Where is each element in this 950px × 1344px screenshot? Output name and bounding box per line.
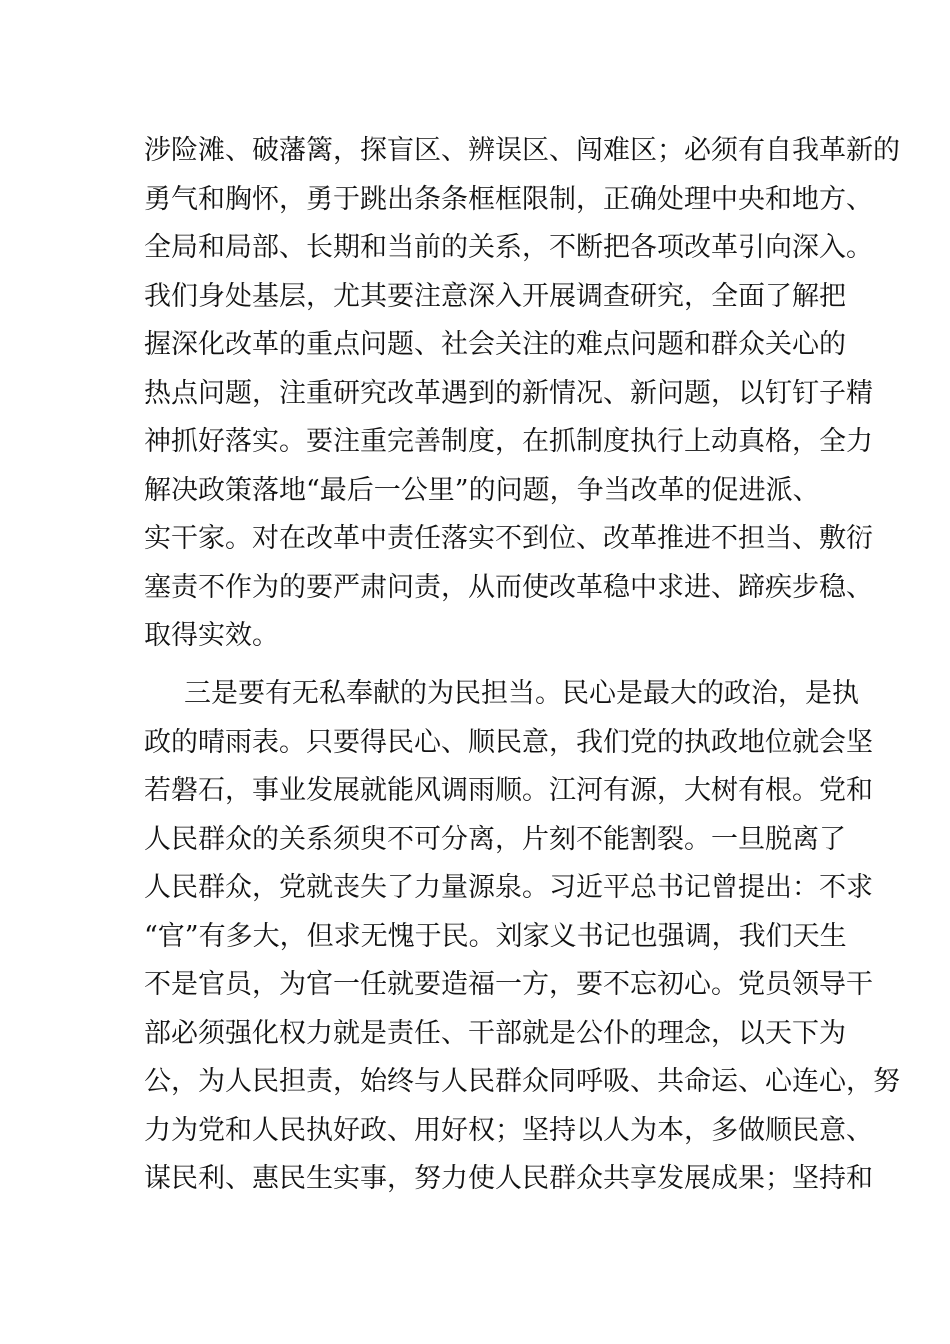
text-line: 三是要有无私奉献的为民担当。民心是最大的政治，是执 <box>184 678 859 709</box>
text-line: 全局和局部、长期和当前的关系，不断把各项改革引向深入。 <box>144 232 873 263</box>
text-line: 勇气和胸怀，勇于跳出条条框框限制，正确处理中央和地方、 <box>144 183 873 215</box>
text-line: 解决政策落地“最后一公里”的问题，争当改革的促进派、 <box>144 474 820 506</box>
text-line: 不是官员，为官一任就要造福一方，要不忘初心。党员领导干 <box>144 969 873 1000</box>
text-line: 我们身处基层，尤其要注意深入开展调查研究，全面了解把 <box>144 280 846 312</box>
text-line: 人民群众的关系须臾不可分离，片刻不能割裂。一旦脱离了 <box>144 823 846 855</box>
text-line: 热点问题，注重研究改革遇到的新情况、新问题，以钉钉子精 <box>144 377 873 409</box>
text-line: 涉险滩、破藩篱，探盲区、辨误区、闯难区；必须有自我革新的 <box>144 135 900 166</box>
text-line: “官”有多大，但求无愧于民。刘家义书记也强调，我们天生 <box>144 920 847 952</box>
text-line: 谋民利、惠民生实事，努力使人民群众共享发展成果；坚持和 <box>144 1163 873 1194</box>
text-line: 政的晴雨表。只要得民心、顺民意，我们党的执政地位就会坚 <box>144 726 873 758</box>
text-line: 实干家。对在改革中责任落实不到位、改革推进不担当、敷衍 <box>144 523 873 554</box>
text-line: 塞责不作为的要严肃问责，从而使改革稳中求进、蹄疾步稳、 <box>144 571 873 603</box>
paragraph-people <box>144 670 900 1204</box>
text-line: 力为党和人民执好政、用好权；坚持以人为本，多做顺民意、 <box>144 1114 873 1146</box>
text-line: 公，为人民担责，始终与人民群众同呼吸、共命运、心连心，努 <box>144 1066 900 1097</box>
paragraph-reform <box>144 127 900 661</box>
text-line: 人民群众，党就丧失了力量源泉。习近平总书记曾提出：不求 <box>144 872 873 903</box>
text-line: 若磐石，事业发展就能风调雨顺。江河有源，大树有根。党和 <box>144 775 873 806</box>
text-line: 握深化改革的重点问题、社会关注的难点问题和群众关心的 <box>144 329 846 360</box>
text-line: 部必须强化权力就是责任、干部就是公仆的理念，以天下为 <box>144 1017 846 1049</box>
text-line: 取得实效。 <box>144 620 279 651</box>
text-line: 神抓好落实。要注重完善制度，在抓制度执行上动真格，全力 <box>144 426 873 457</box>
